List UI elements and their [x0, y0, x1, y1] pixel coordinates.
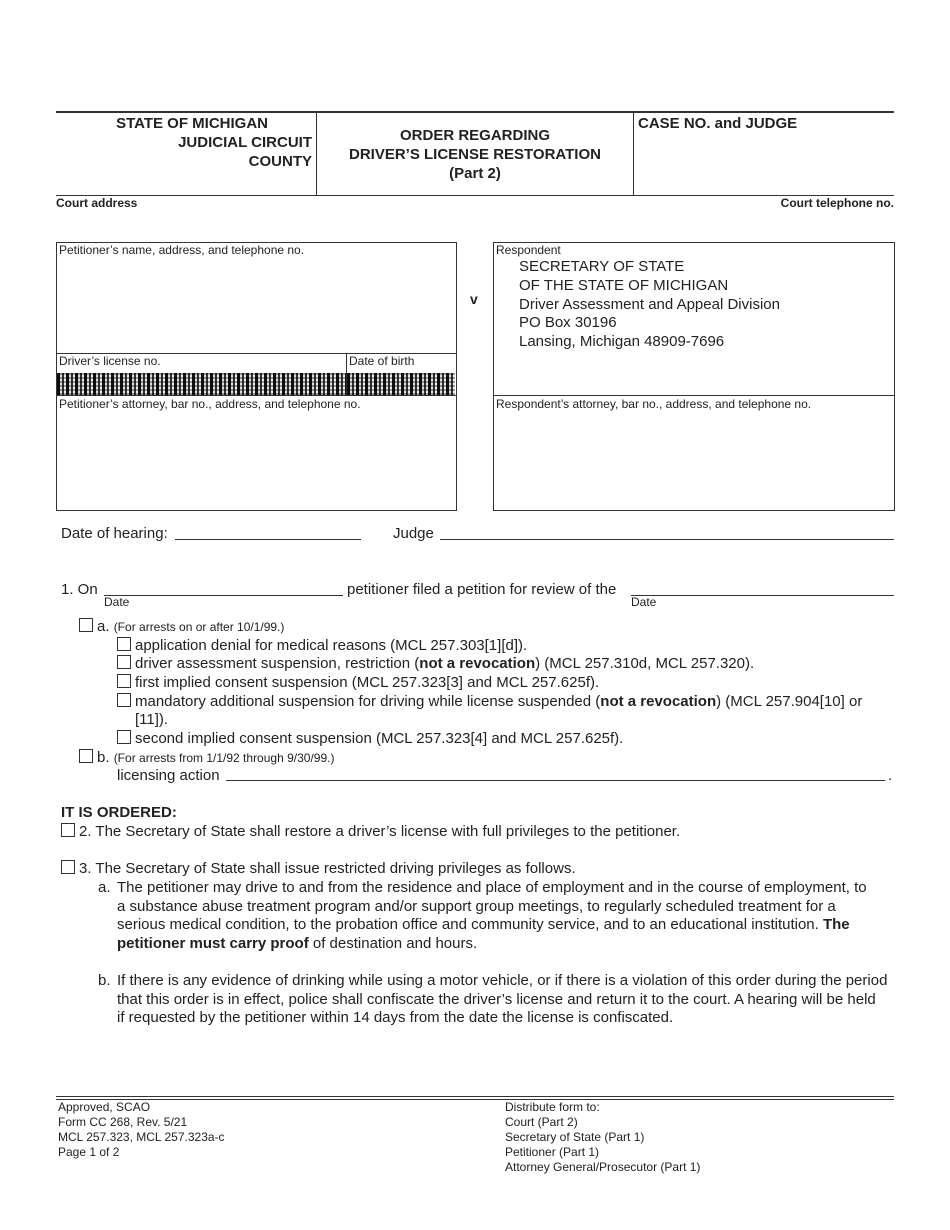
- case-no-field[interactable]: [638, 134, 892, 192]
- option-a2-text-pre: driver assessment suspension, restriction (: [135, 655, 420, 672]
- order-3a-line4-text: of destination and hours.: [312, 935, 478, 952]
- order-3b-line2: that this order is in effect, police shall confiscate the driver’s license and return it to the court. A hearing will be held: [117, 991, 876, 1008]
- header-bottom-rule: [56, 195, 894, 196]
- judge-field[interactable]: [440, 539, 894, 540]
- redacted-date-of-birth: [347, 373, 455, 395]
- option-a4-checkbox[interactable]: [117, 693, 131, 707]
- item1-text: petitioner filed a petition for review of the: [347, 581, 617, 598]
- option-a-note: (For arrests on or after 10/1/99.): [113, 620, 285, 634]
- respondent-label: Respondent: [496, 243, 561, 257]
- option-a4-row: [117, 692, 862, 711]
- licensing-action-field[interactable]: [226, 780, 885, 781]
- attorney-divider-left: [56, 395, 456, 396]
- order-3b-line3: if requested by the petitioner within 14 days from the date the license is confiscated.: [117, 1009, 674, 1026]
- option-a5-text: second implied consent suspension (MCL 257.323[4] and MCL 257.625f).: [135, 730, 624, 747]
- order-item-3-checkbox[interactable]: [61, 860, 75, 874]
- order-item-2-text: 2. The Secretary of State shall restore a driver’s license with full privileges to the petitioner.: [79, 823, 681, 840]
- attorney-divider-right: [493, 395, 894, 396]
- redacted-license-number: [57, 373, 346, 395]
- hearing-date-field[interactable]: [175, 539, 361, 540]
- option-a2-text-post: ) (MCL 257.310d, MCL 257.320).: [535, 655, 755, 672]
- item1-date-field[interactable]: [104, 595, 343, 596]
- option-a2-checkbox[interactable]: [117, 655, 131, 669]
- option-a4-text-bold: not a revocation: [600, 693, 717, 710]
- option-a-letter: a.: [97, 618, 110, 635]
- option-a1-row: [117, 636, 527, 655]
- option-b-letter: b.: [97, 749, 110, 766]
- option-a-row: [79, 617, 284, 636]
- respondent-line-2: OF THE STATE OF MICHIGAN: [519, 277, 729, 294]
- option-a2-row: [117, 654, 754, 673]
- order-item-3-row: [61, 859, 576, 878]
- petitioner-attorney-label: Petitioner’s attorney, bar no., address, and telephone no.: [59, 397, 361, 411]
- footer-distribute-2: Secretary of State (Part 1): [505, 1130, 645, 1144]
- versus-label: v: [470, 291, 478, 307]
- option-a1-checkbox[interactable]: [117, 637, 131, 651]
- order-item-2-checkbox[interactable]: [61, 823, 75, 837]
- option-b-checkbox[interactable]: [79, 749, 93, 763]
- respondent-line-5: Lansing, Michigan 48909-7696: [519, 333, 725, 350]
- item1-on: 1. On: [61, 581, 98, 598]
- state-label: STATE OF MICHIGAN: [116, 115, 268, 132]
- option-a3-row: [117, 673, 599, 692]
- order-3a-line4: [117, 934, 477, 953]
- order-3a-line1: The petitioner may drive to and from the residence and place of employment and in the course of employment, to: [117, 879, 867, 896]
- order-item-2-row: [61, 822, 680, 841]
- form-title-line3: (Part 2): [449, 165, 501, 182]
- order-3b-letter: b.: [98, 972, 111, 989]
- order-3a-line3-bold: The: [822, 916, 850, 933]
- respondent-line-4: PO Box 30196: [519, 314, 617, 331]
- case-no-label: CASE NO. and JUDGE: [638, 115, 798, 132]
- drivers-license-label: Driver’s license no.: [59, 354, 161, 368]
- footer-page: Page 1 of 2: [58, 1145, 120, 1159]
- footer-form-number: Form CC 268, Rev. 5/21: [58, 1115, 188, 1129]
- respondent-line-1: SECRETARY OF STATE: [519, 258, 685, 275]
- option-a4-text-post: ) (MCL 257.904[10] or: [716, 693, 863, 710]
- footer-distribute-3: Petitioner (Part 1): [505, 1145, 600, 1159]
- option-a5-checkbox[interactable]: [117, 730, 131, 744]
- option-a2-text-bold: not a revocation: [419, 655, 536, 672]
- item1-date-label: Date: [104, 595, 130, 609]
- order-item-3-text: 3. The Secretary of State shall issue restricted driving privileges as follows.: [79, 860, 576, 877]
- footer-distribute-1: Court (Part 2): [505, 1115, 578, 1129]
- respondent-attorney-field[interactable]: [495, 412, 891, 507]
- order-3a-letter: a.: [98, 879, 111, 896]
- court-phone-label: Court telephone no.: [780, 196, 894, 210]
- respondent-attorney-label: Respondent’s attorney, bar no., address, and telephone no.: [496, 397, 812, 411]
- petitioner-name-label: Petitioner’s name, address, and telephone no.: [59, 243, 305, 257]
- licensing-action-label: licensing action: [117, 767, 220, 784]
- court-address-label: Court address: [56, 196, 138, 210]
- item1-review-date-label: Date: [631, 595, 657, 609]
- option-a5-row: [117, 729, 623, 748]
- footer-distribute-4: Attorney General/Prosecutor (Part 1): [505, 1160, 701, 1174]
- county-label: COUNTY: [248, 153, 312, 170]
- it-is-ordered-heading: IT IS ORDERED:: [61, 804, 177, 821]
- order-3a-line3: [117, 915, 850, 934]
- judge-label: Judge: [393, 525, 434, 542]
- footer-mcl: MCL 257.323, MCL 257.323a-c: [58, 1130, 225, 1144]
- form-title-line2: DRIVER’S LICENSE RESTORATION: [349, 146, 601, 163]
- order-3a-line2: a substance abuse treatment program and/or support group meetings, to regularly scheduled treatment for a: [117, 898, 836, 915]
- form-title-line1: ORDER REGARDING: [399, 127, 550, 144]
- option-a4-text-pre: mandatory additional suspension for driving while license suspended (: [135, 693, 601, 710]
- order-3b-line1: If there is any evidence of drinking while using a motor vehicle, or if there is a violation of this order during the period: [117, 972, 888, 989]
- footer-approved: Approved, SCAO: [58, 1100, 151, 1114]
- circuit-label: JUDICIAL CIRCUIT: [178, 134, 312, 151]
- option-a1-text: application denial for medical reasons (MCL 257.303[1][d]).: [135, 637, 528, 654]
- petitioner-attorney-field[interactable]: [58, 412, 454, 507]
- option-b-note: (For arrests from 1/1/92 through 9/30/99.): [113, 751, 335, 765]
- option-a4-text-cont: [11]).: [135, 711, 169, 728]
- licensing-action-period: .: [888, 767, 893, 784]
- respondent-line-3: Driver Assessment and Appeal Division: [519, 296, 780, 313]
- option-a3-text: first implied consent suspension (MCL 257.323[3] and MCL 257.625f).: [135, 674, 600, 691]
- petitioner-name-field[interactable]: [58, 258, 454, 352]
- option-a3-checkbox[interactable]: [117, 674, 131, 688]
- footer-distribute-label: Distribute form to:: [505, 1100, 600, 1114]
- hearing-date-label: Date of hearing:: [61, 525, 168, 542]
- header-divider-2: [633, 112, 634, 196]
- footer-rule-2: [56, 1099, 894, 1100]
- footer-rule-1: [56, 1096, 894, 1097]
- option-a-checkbox[interactable]: [79, 618, 93, 632]
- order-3a-line4-bold: petitioner must carry proof: [117, 935, 309, 952]
- option-b-row: [79, 748, 334, 767]
- dob-label: Date of birth: [349, 354, 415, 368]
- item1-review-date-field[interactable]: [631, 595, 894, 596]
- header-top-rule: [56, 111, 894, 113]
- order-3a-line3-text: serious medical condition, to the probation office and community service, and to an educational institution.: [117, 916, 819, 933]
